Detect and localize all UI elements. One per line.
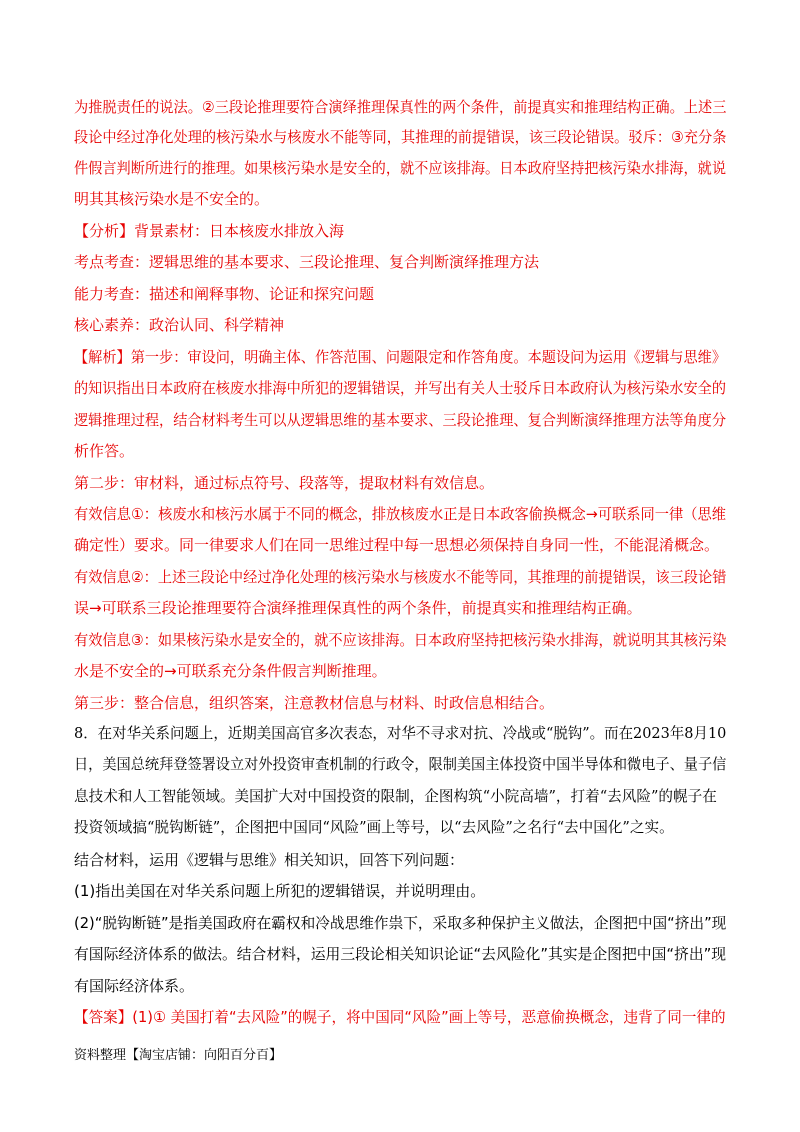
text-line: 有效信息③：如果核污染水是安全的，就不应该排海。日本政府坚持把核污染水排海，就说明其其核污染 bbox=[74, 631, 727, 649]
text-line: 件假言判断所进行的推理。如果核污染水是安全的，就不应该排海。日本政府坚持把核污染水排海，就说 bbox=[74, 159, 727, 177]
text-line: 息技术和人工智能领域。美国扩大对中国投资的限制，企图构筑“小院高墙”，打着“去风险”的幌子在 bbox=[74, 788, 717, 805]
text-line: (2)“脱钩断链”是指美国政府在霸权和冷战思维作祟下，采取多种保护主义做法，企图把中国“挤出”现 bbox=[74, 914, 727, 932]
text-line: 析作答。 bbox=[74, 442, 135, 460]
text-line: 有国际经济体系的做法。结合材料，运用三段论相关知识论证“去风险化”其实是企图把中国“挤出”现 bbox=[74, 945, 727, 963]
text-line: 【分析】背景素材：日本核废水排放入海 bbox=[74, 222, 345, 240]
text-line: 核心素养：政治认同、科学精神 bbox=[74, 316, 285, 334]
text-line: 误→可联系三段论推理要符合演绎推理保真性的两个条件，前提真实和推理结构正确。 bbox=[74, 599, 642, 617]
text-line: 结合材料，运用《逻辑与思维》相关知识，回答下列问题： bbox=[74, 851, 465, 869]
text-line: 有国际经济体系。 bbox=[74, 977, 195, 995]
text-line: 明其其核污染水是不安全的。 bbox=[74, 190, 270, 208]
text-line: 段论中经过净化处理的核污染水与核废水不能等同，其推理的前提错误，该三段论错误。驳斥：③充分条 bbox=[74, 128, 727, 146]
text-line: 8．在对华关系问题上，近期美国高官多次表态，对华不寻求对抗、冷战或“脱钩”。而在2023年8月10 bbox=[74, 725, 727, 742]
text-line: 水是不安全的→可联系充分条件假言判断推理。 bbox=[74, 662, 387, 680]
text-line: 投资领域搞“脱钩断链”，企图把中国同“风险”画上等号，以“去风险”之名行“去中国化”之实。 bbox=[74, 819, 674, 836]
text-line: 为推脱责任的说法。②三段论推理要符合演绎推理保真性的两个条件，前提真实和推理结构正确。上述三 bbox=[74, 98, 727, 116]
text-line: 第三步：整合信息，组织答案，注意教材信息与材料、时政信息相结合。 bbox=[74, 694, 555, 712]
text-line: 考点考查：逻辑思维的基本要求、三段论推理、复合判断演绎推理方法 bbox=[74, 253, 540, 271]
text-line: (1)指出美国在对华关系问题上所犯的逻辑错误，并说明理由。 bbox=[74, 882, 486, 900]
text-line: 【答案】(1)① 美国打着“去风险”的幌子，将中国同“风险”画上等号，恶意偷换概念，违背了同一律的 bbox=[74, 1008, 726, 1026]
text-line: 有效信息①：核废水和核污水属于不同的概念，排放核废水正是日本政客偷换概念→可联系同一律（思维 bbox=[74, 505, 727, 523]
text-line: 日，美国总统拜登签署设立对外投资审查机制的行政令，限制美国主体投资中国半导体和微电子、量子信 bbox=[74, 756, 727, 773]
text-line: 能力考查：描述和阐释事物、论证和探究问题 bbox=[74, 285, 375, 303]
text-line: 逻辑推理过程，结合材料考生可以从逻辑思维的基本要求、三段论推理、复合判断演绎推理方法等角度分 bbox=[74, 411, 727, 429]
text-line: 第二步：审材料，通过标点符号、段落等，提取材料有效信息。 bbox=[74, 474, 495, 492]
text-line: 有效信息②：上述三段论中经过净化处理的核污染水与核废水不能等同，其推理的前提错误，该三段论错 bbox=[74, 568, 727, 586]
text-line: 的知识指出日本政府在核废水排海中所犯的逻辑错误，并写出有关人士驳斥日本政府认为核污染水安全的 bbox=[74, 379, 727, 397]
text-line: 确定性）要求。同一律要求人们在同一思维过程中每一思想必须保持自身同一性，不能混淆概念。 bbox=[74, 536, 720, 554]
text-line: 【解析】第一步：审设问，明确主体、作答范围、问题限定和作答角度。本题设问为运用《逻辑与思维》 bbox=[74, 348, 727, 366]
page-footer: 资料整理【淘宝店铺：向阳百分百】 bbox=[74, 1048, 283, 1063]
